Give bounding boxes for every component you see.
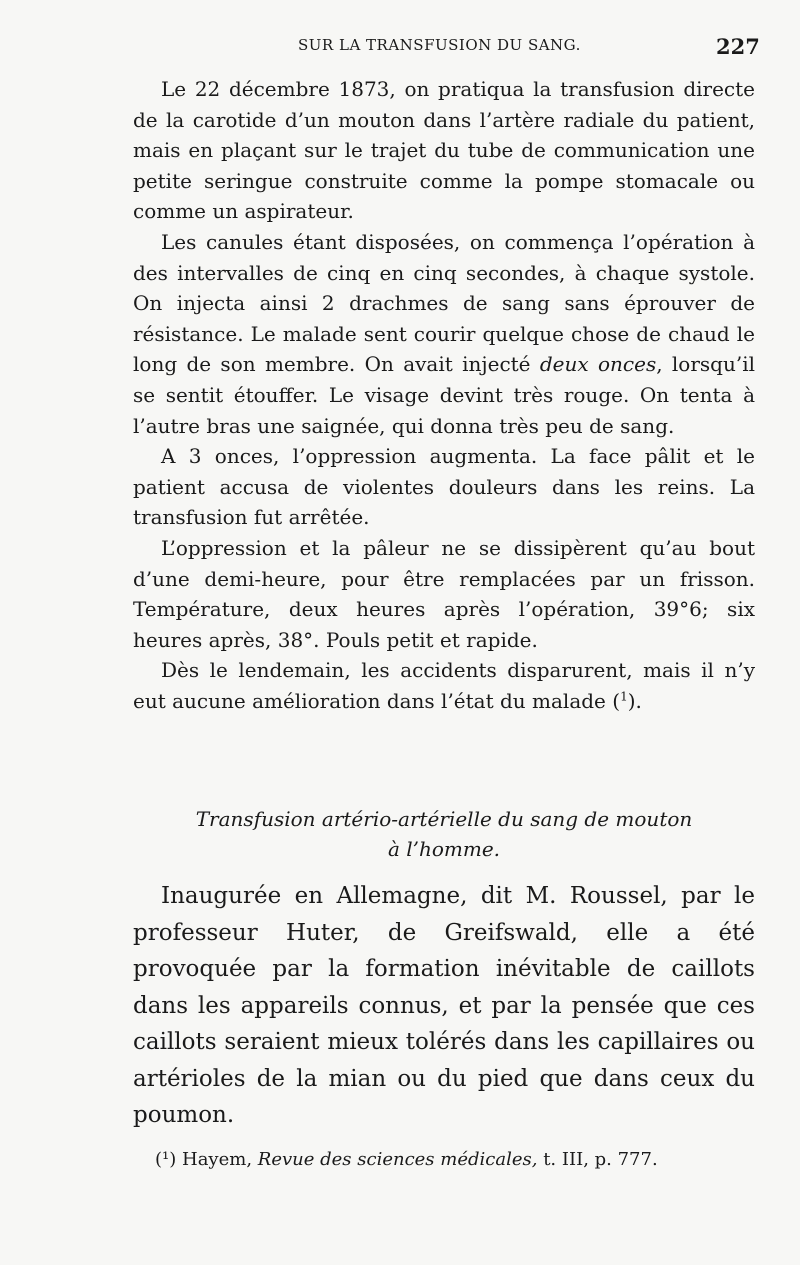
paragraph-4: L’oppression et la pâleur ne se dissipèrent qu’au bout d’une demi-heure, pour être remplacées par un frisson. Température, deux heures après l’opération, 39°6; six heures après, 38°. Pouls petit et rapide. bbox=[133, 535, 755, 652]
section-paragraph: Inaugurée en Allemagne, dit M. Roussel, par le professeur Huter, de Greifswald, elle a été provoquée par la formation inévitable de caillots dans les appareils connus, et par la pensée que ces caillots seraient mieux tolérés dans les capillaires ou artérioles de la mian ou du pied que dans ceux du poumon. bbox=[133, 883, 755, 1128]
section-title-line-1: Transfusion artério-artérielle du sang de mouton bbox=[195, 807, 693, 831]
paragraph-2-text-b: , lorsqu’il se sentit étouffer. Le visage devint très rouge. On tenta à l’autre bras une saignée, qui donna très peu de sang. bbox=[133, 352, 756, 438]
paragraph-2-emphasis: deux onces bbox=[539, 352, 657, 377]
paragraph-5 bbox=[133, 655, 755, 716]
paragraph-3: A 3 onces, l’oppression augmenta. La face pâlit et le patient accusa de violentes douleurs dans les reins. La transfusion fut arrêtée. bbox=[133, 444, 755, 530]
footnote-reference: 1 bbox=[620, 689, 628, 704]
paragraph-2 bbox=[133, 227, 755, 441]
paragraph-1: Le 22 décembre 1873, on pratiqua la transfusion directe de la carotide d’un mouton dans l’artère radiale du patient, mais en plaçant sur le trajet du tube de communication une petite seringue construite comme la pompe stomacale ou comme un aspirateur. bbox=[133, 77, 755, 224]
section-title-line-2: à l’homme. bbox=[387, 837, 501, 861]
section-text bbox=[133, 878, 755, 1134]
section-title bbox=[133, 804, 755, 864]
footnote-marker: (¹) bbox=[155, 1149, 177, 1170]
running-title: SUR LA TRANSFUSION DU SANG. bbox=[298, 36, 581, 54]
footnote-reference-detail: t. III, p. 777. bbox=[543, 1149, 658, 1170]
paragraph-5-text-b: ). bbox=[627, 688, 642, 713]
running-head bbox=[0, 34, 800, 58]
body-text bbox=[133, 74, 755, 716]
paragraph-5-text-a: Dès le lendemain, les accidents disparurent, mais il n’y eut aucune amélioration dans l’état du malade ( bbox=[133, 658, 755, 713]
footnote bbox=[155, 1147, 755, 1173]
footnote-journal: Revue des sciences médicales, bbox=[257, 1149, 538, 1170]
footnote-author: Hayem, bbox=[182, 1149, 253, 1170]
page-number: 227 bbox=[716, 34, 760, 59]
paragraph-2-text-a: Les canules étant disposées, on commença l’opération à des intervalles de cinq en cinq secondes, à chaque systole. On injecta ainsi 2 drachmes de sang sans éprouver de résistance. Le malade sent courir quelque chose de chaud le long de son membre. On avait injecté bbox=[133, 229, 755, 377]
